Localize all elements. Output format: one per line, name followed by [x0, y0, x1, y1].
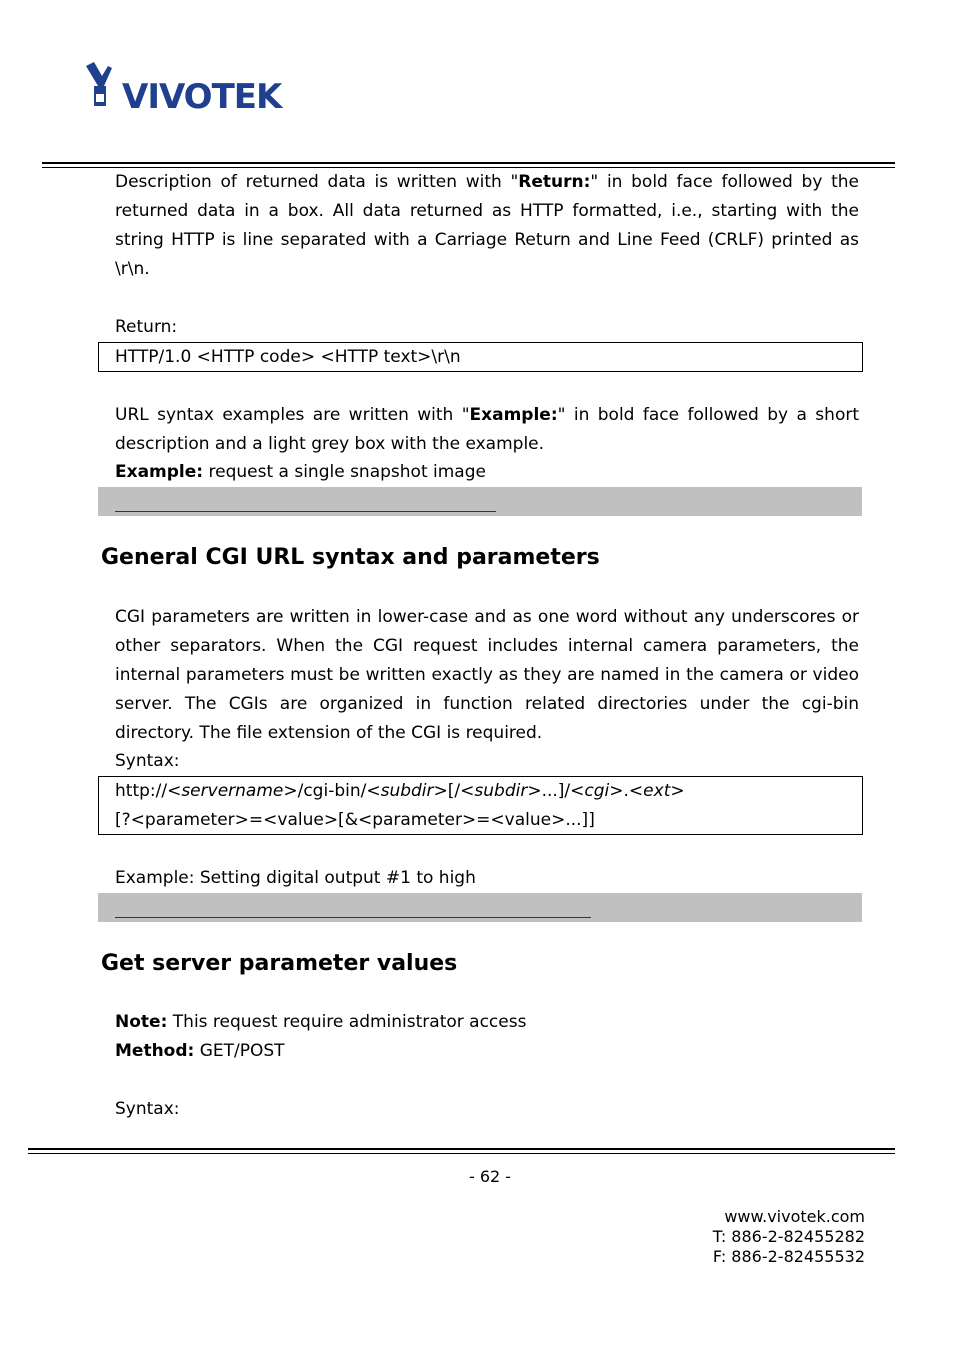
fax: F: 886-2-82455532: [712, 1247, 865, 1266]
syntax-box: [98, 776, 863, 835]
cgi-parameters-description: CGI parameters are written in lower-case and as one word without any underscores or other separators. When the CGI request includes internal camera parameters, the internal parameters must be written exactly as they are named in the camera or video server. The CGIs are organized in function related directories under the cgi-bin directory. The file extension of the CGI is required.: [115, 607, 859, 743]
svg-text:VIVOTEK: VIVOTEK: [122, 77, 282, 114]
vivotek-logo-graphic: [84, 62, 294, 114]
contact-info: [713, 1207, 865, 1267]
syntax-label-2: Syntax:: [115, 1099, 180, 1119]
note-line: Note: This request require administrator access: [115, 1012, 527, 1032]
return-description: Description of returned data is written with "Return:" in bold face followed by the returned data in a box. All data returned as HTTP formatted, i.e., starting with the string HTTP is line separated with a Carriage Return and Line Feed (CRLF) printed as \r\n.: [115, 172, 859, 279]
example-digital-output-link[interactable]: [115, 917, 591, 918]
example-snapshot-box: [98, 487, 862, 516]
method-line: Method: GET/POST: [115, 1041, 285, 1061]
syntax-label: Syntax:: [115, 751, 180, 771]
section-heading-get-server-parameters: Get server parameter values: [101, 951, 458, 976]
syntax-line-1: http://<servername>/cgi-bin/<subdir>[/<subdir>...]/<cgi>.<ext>: [115, 781, 685, 801]
phone: T: 886-2-82455282: [712, 1227, 865, 1246]
page-number: - 62 -: [468, 1167, 512, 1186]
section-heading-general-cgi: General CGI URL syntax and parameters: [101, 545, 600, 570]
return-box: [98, 342, 863, 372]
return-box-text: HTTP/1.0 <HTTP code> <HTTP text>\r\n: [115, 347, 461, 367]
return-label: Return:: [115, 317, 178, 337]
syntax-line-2: [?<parameter>=<value>[&<parameter>=<value>...]]: [115, 810, 595, 830]
footer-rule: [28, 1148, 895, 1154]
example-snapshot-link[interactable]: [115, 511, 496, 512]
vivotek-logo: [84, 62, 294, 114]
example-description: URL syntax examples are written with "Example:" in bold face followed by a short description and a light grey box with the example.: [115, 405, 859, 454]
example-snapshot-label: Example: request a single snapshot image: [115, 462, 486, 482]
example-digital-output-label: Example: Setting digital output #1 to high: [115, 868, 476, 888]
example-digital-output-box: [98, 893, 862, 922]
website: www.vivotek.com: [724, 1207, 865, 1226]
